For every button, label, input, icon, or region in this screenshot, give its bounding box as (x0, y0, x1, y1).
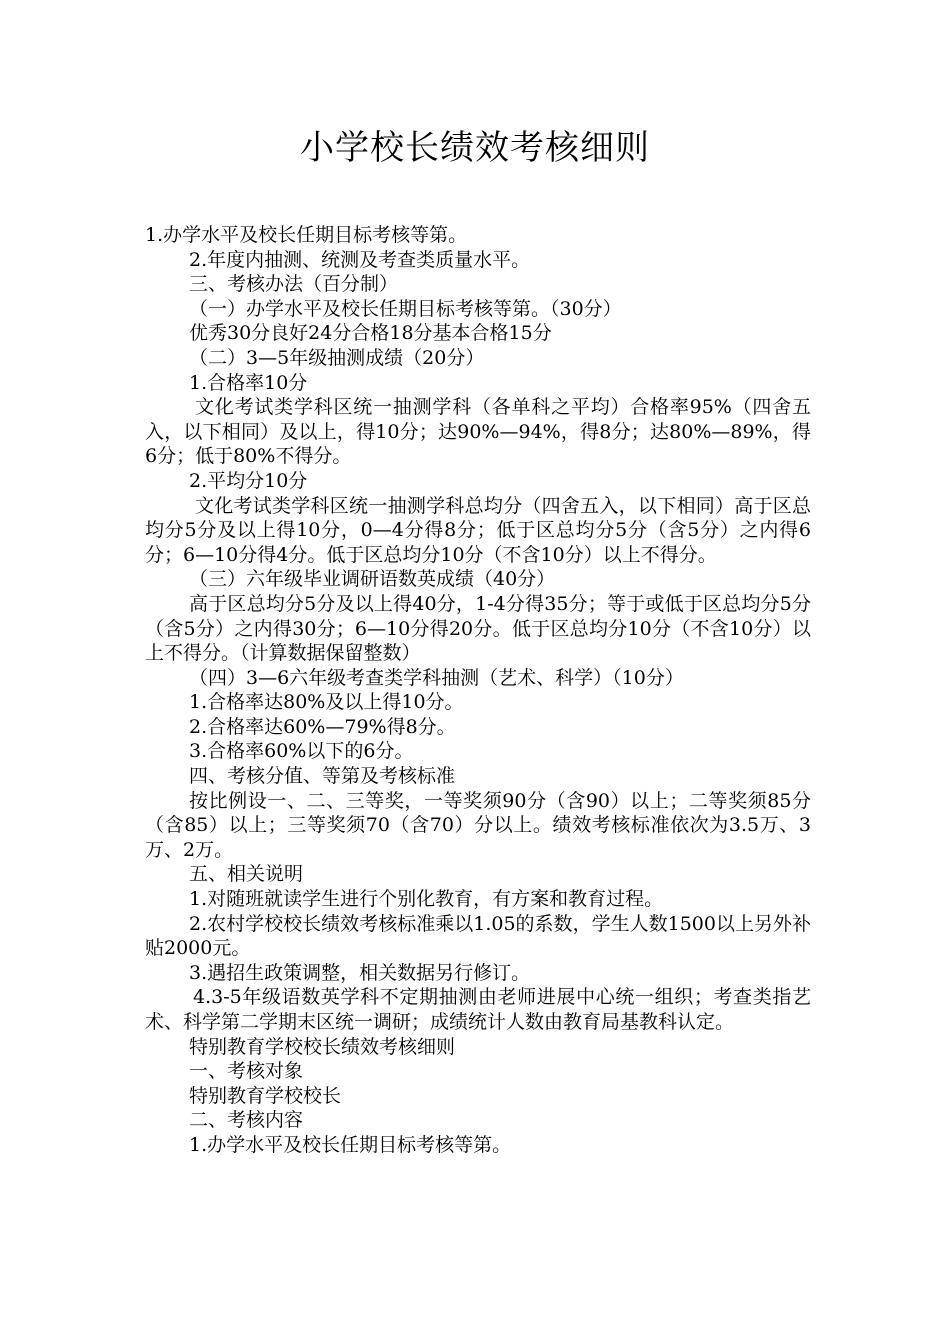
paragraph: 文化考试类学科区统一抽测学科总均分（四舍五入，以下相同）高于区总均分5分及以上得10分，0—4分得8分；低于区总均分5分（含5分）之内得6分；6—10分得4分。低于区总均分10分（不含10分）以上不得分。 (145, 494, 811, 566)
paragraph: （一）办学水平及校长任期目标考核等第。（30分） (189, 297, 622, 320)
paragraph: 特别教育学校校长 (189, 1084, 342, 1107)
paragraph: 特别教育学校校长绩效考核细则 (189, 1035, 456, 1058)
paragraph: 1.办学水平及校长任期目标考核等第。 (145, 224, 468, 246)
paragraph: 四、考核分值、等第及考核标准 (189, 765, 456, 788)
paragraph: 1.办学水平及校长任期目标考核等第。 (189, 1133, 512, 1156)
paragraph: 二、考核内容 (189, 1109, 304, 1132)
paragraph: 2.年度内抽测、统测及考查类质量水平。 (189, 248, 531, 271)
paragraph: 1.合格率10分 (189, 371, 308, 394)
paragraph: 2.农村学校校长绩效考核标准乘以1.05的系数，学生人数1500以上另外补贴2000元。 (145, 912, 811, 960)
paragraph: 高于区总均分5分及以上得40分，1-4分得35分；等于或低于区总均分5分（含5分）之内得30分；6—10分得20分。低于区总均分10分（不含10分）以上不得分。（计算数据保留整数） (145, 592, 811, 665)
paragraph: 一、考核对象 (189, 1060, 304, 1083)
paragraph: 4.3-5年级语数英学科不定期抽测由老师进展中心统一组织；考查类指艺术、科学第二学期末区统一调研；成绩统计人数由教育局基教科认定。 (145, 986, 811, 1033)
paragraph: 按比例设一、二、三等奖，一等奖须90分（含90）以上；二等奖须85分（含85）以上；三等奖须70（含70）分以上。绩效考核标准依次为3.5万、3万、2万。 (145, 789, 811, 861)
paragraph: （二）3—5年级抽测成绩（20分） (189, 346, 485, 369)
paragraph: 三、考核办法（百分制） (189, 273, 399, 296)
paragraph: 3.遇招生政策调整，相关数据另行修订。 (189, 961, 531, 984)
paragraph: 1.合格率达80%及以上得10分。 (189, 691, 464, 714)
paragraph: 优秀30分良好24分合格18分基本合格15分 (189, 322, 552, 345)
document-title: 小学校长绩效考核细则 (300, 128, 650, 168)
paragraph: 1.对随班就读学生进行个别化教育，有方案和教育过程。 (189, 888, 664, 911)
paragraph: 2.合格率达60%—79%得8分。 (189, 715, 456, 738)
paragraph: 文化考试类学科区统一抽测学科（各单科之平均）合格率95%（四舍五入，以下相同）及以上，得10分；达90%—94%，得8分；达80%—89%，得6分；低于80%不得分。 (145, 396, 811, 468)
paragraph: 五、相关说明 (189, 863, 304, 886)
document-body (145, 223, 811, 1158)
paragraph: （三）六年级毕业调研语数英成绩（40分） (189, 568, 556, 591)
paragraph: （四）3—6六年级考查类学科抽测（艺术、科学）（10分） (189, 666, 684, 689)
paragraph: 2.平均分10分 (189, 469, 308, 492)
paragraph: 3.合格率60%以下的6分。 (189, 740, 414, 763)
